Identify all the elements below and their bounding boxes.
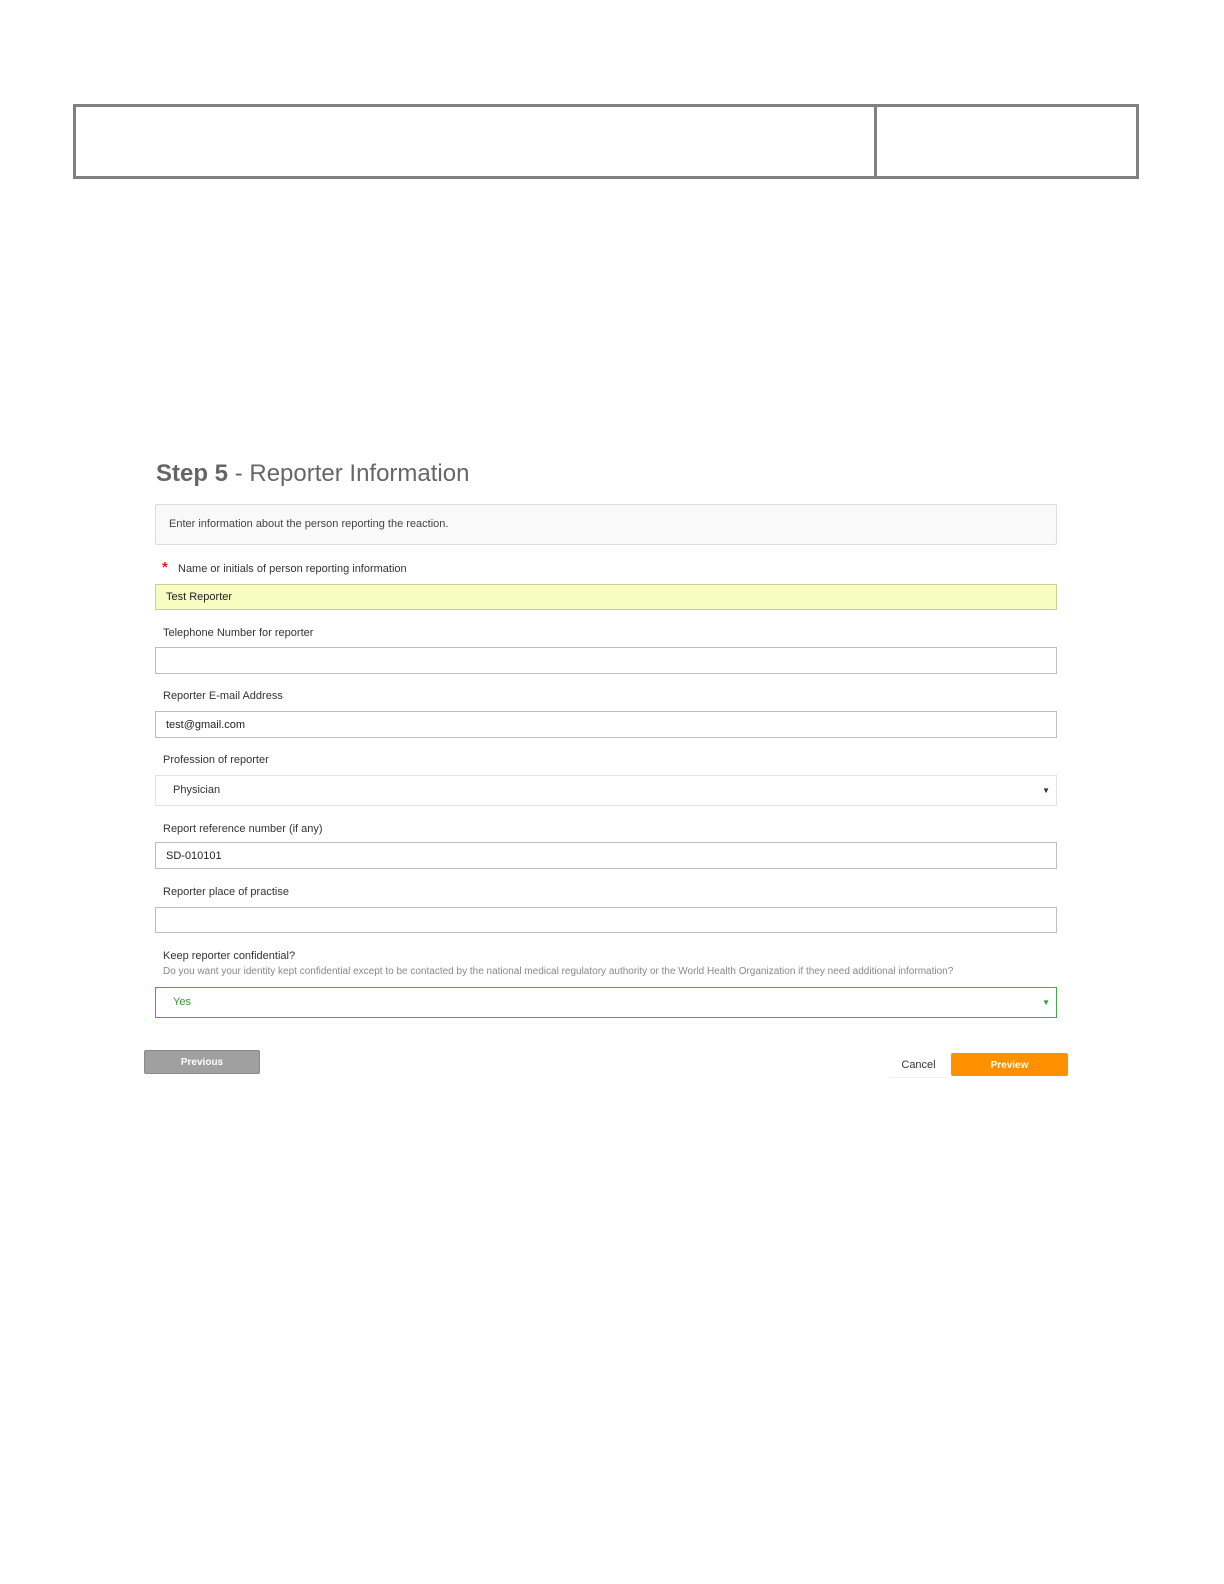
- reference-label: Report reference number (if any): [163, 823, 323, 835]
- place-label: Reporter place of practise: [163, 886, 289, 898]
- header-cell-side: [877, 107, 1136, 176]
- previous-button[interactable]: Previous: [144, 1050, 260, 1074]
- confidential-help-text: Do you want your identity kept confidential except to be contacted by the national medical regulatory authority or the World Health Organization if they need additional information?: [163, 966, 954, 977]
- email-input[interactable]: [155, 711, 1057, 738]
- profession-select[interactable]: [155, 775, 1057, 806]
- step-number: Step 5: [156, 460, 229, 487]
- place-input[interactable]: [155, 907, 1057, 933]
- page-title: [156, 460, 469, 488]
- name-input[interactable]: [155, 584, 1057, 610]
- name-label: Name or initials of person reporting information: [178, 563, 407, 575]
- header-cell-main: [76, 107, 877, 176]
- chevron-down-icon: ▼: [1042, 998, 1050, 1007]
- confidential-label: Keep reporter confidential?: [163, 950, 296, 962]
- telephone-input[interactable]: [155, 647, 1057, 674]
- title-separator: -: [228, 460, 250, 487]
- email-label: Reporter E-mail Address: [163, 690, 283, 702]
- cancel-button[interactable]: Cancel: [889, 1052, 948, 1078]
- info-panel: Enter information about the person reporting the reaction.: [155, 504, 1057, 545]
- step-title-text: Reporter Information: [249, 460, 470, 487]
- preview-button[interactable]: Preview: [951, 1053, 1068, 1076]
- header-frame: [73, 104, 1139, 179]
- chevron-down-icon: ▼: [1042, 786, 1050, 795]
- profession-selected-value: Physician: [173, 784, 221, 796]
- confidential-selected-value: Yes: [173, 996, 191, 1008]
- confidential-select[interactable]: [155, 987, 1057, 1018]
- required-asterisk-icon: *: [162, 559, 168, 576]
- profession-label: Profession of reporter: [163, 754, 269, 766]
- telephone-label: Telephone Number for reporter: [163, 627, 314, 639]
- reference-input[interactable]: [155, 842, 1057, 869]
